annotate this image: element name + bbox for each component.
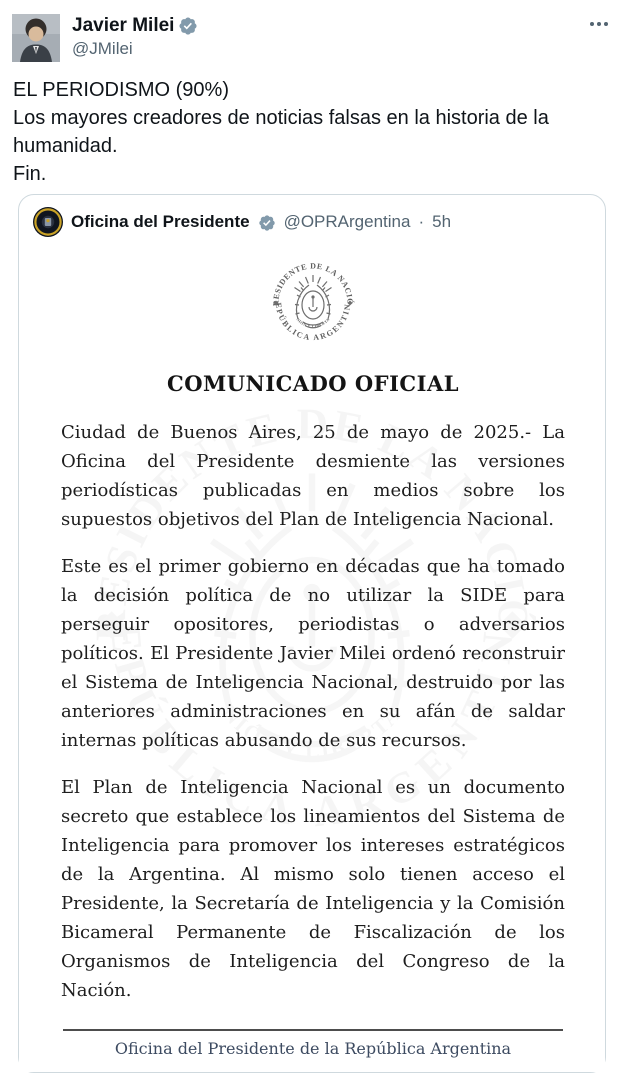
quoted-user-handle[interactable]: @OPRArgentina [283, 212, 411, 231]
quoted-timestamp: 5h [432, 212, 452, 231]
user-handle[interactable]: @JMilei [72, 38, 133, 58]
communique-footer [61, 1029, 565, 1072]
quoted-avatar-seal-icon [33, 207, 63, 237]
meta-separator: · [418, 212, 425, 231]
quoted-verified-badge-icon [258, 214, 276, 232]
communique-footer-text: Oficina del Presidente de la República Argentina [114, 1039, 512, 1058]
presidential-seal-icon [265, 255, 361, 351]
quoted-tweet-card[interactable] [18, 194, 606, 1073]
display-name[interactable]: Javier Milei [72, 15, 175, 36]
tweet-text-line: Los mayores creadores de noticias falsas en la historia de la humanidad. [13, 107, 549, 157]
avatar[interactable] [12, 14, 60, 62]
communique-image[interactable] [19, 245, 605, 1072]
verified-badge-icon [178, 16, 198, 36]
tweet-text-line: Fin. [13, 163, 47, 185]
tweet-text-line: EL PERIODISMO (90%) [13, 79, 229, 101]
ellipsis-icon [590, 22, 594, 26]
communique-paragraph: El Plan de Inteligencia Nacional es un documento secreto que establece los lineamientos del Sistema de Inteligencia para promover los intereses estratégicos de la Argentina. Al mismo solo tienen acceso el Presidente, la Secretaría de Inteligencia y la Comisión Bicameral Permanente de Fiscalización de los Organismos de Inteligencia del Congreso de la Nación. [61, 777, 565, 1001]
avatar-photo-icon [12, 14, 60, 62]
quoted-tweet-header [19, 195, 605, 245]
quoted-avatar[interactable] [33, 207, 63, 237]
more-button[interactable] [586, 14, 612, 34]
communique-paragraph: Este es el primer gobierno en décadas que ha tomado la decisión política de no utilizar la SIDE para perseguir opositores, periodistas o adversarios políticos. El Presidente Javier Milei ordenó reconstruir el Sistema de Inteligencia Nacional, destruido por las anteriores administraciones en su afán de saldar internas políticas abusando de sus recursos. [61, 556, 565, 751]
quoted-display-name[interactable]: Oficina del Presidente [71, 212, 250, 231]
communique-title: COMUNICADO OFICIAL [166, 371, 460, 396]
communique-paragraph: Ciudad de Buenos Aires, 25 de mayo de 2025.- La Oficina del Presidente desmiente las versiones periodísticas publicadas en medios sobre los supuestos objetivos del Plan de Inteligencia Nacional. [61, 422, 565, 530]
tweet-header [0, 0, 626, 62]
tweet-text [0, 62, 626, 188]
